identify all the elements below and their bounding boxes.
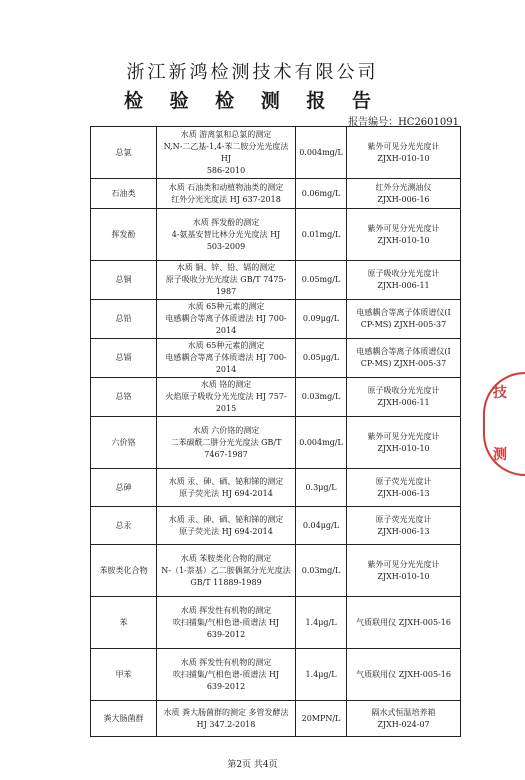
instrument: [347, 469, 461, 507]
instrument-line: ZJXH-006-16: [377, 194, 430, 204]
test-method-line: 503-2009: [206, 241, 246, 251]
detection-limit: 0.05μg/L: [296, 339, 347, 378]
instrument-line: ZJXH-006-13: [377, 488, 430, 498]
instrument: [347, 597, 461, 649]
test-method-line: GB/T 11889-1989: [190, 577, 262, 587]
instrument-line: CP-MS) ZJXH-005-37: [360, 320, 447, 329]
detection-limit: 0.004mg/L: [296, 417, 347, 469]
test-methods-table: [90, 126, 461, 737]
instrument-line: 电感耦合等离子体质谱仪(I: [356, 308, 451, 317]
test-method-line: 水质 粪大肠菌群的测定 多管发酵法: [163, 707, 289, 717]
test-method: [157, 339, 296, 378]
instrument: [347, 261, 461, 300]
detection-limit: 0.06mg/L: [296, 179, 347, 209]
test-method-line: 水质 游离氯和总氯的测定: [180, 129, 272, 139]
instrument-line: ZJXH-006-13: [377, 526, 430, 536]
test-method-line: 原子荧光法 HJ 694-2014: [179, 488, 273, 498]
test-method-line: N,N-二乙基-1,4-苯二胺分光光度法 HJ: [163, 141, 289, 163]
instrument: [347, 545, 461, 597]
instrument-line: 紫外可见分光光度计: [367, 559, 440, 569]
instrument: [347, 300, 461, 339]
test-method-line: 吹扫捕集/气相色谱-质谱法 HJ: [172, 669, 280, 679]
table-row: [91, 179, 461, 209]
test-method-line: 电感耦合等离子体质谱法 HJ 700-2014: [165, 314, 287, 335]
test-method-line: 红外分光光度法 HJ 637-2018: [171, 194, 281, 204]
instrument-line: ZJXH-024-07: [377, 719, 430, 729]
instrument-line: 气质联用仪 ZJXH-005-16: [356, 669, 451, 679]
table-row: [91, 701, 461, 737]
detection-limit: 0.05mg/L: [296, 261, 347, 300]
test-method-line: 4-氨基安替比林分光光度法 HJ: [171, 229, 281, 239]
instrument: [347, 339, 461, 378]
instrument: [347, 417, 461, 469]
test-method: [157, 469, 296, 507]
instrument: [347, 179, 461, 209]
test-method: [157, 597, 296, 649]
instrument-line: ZJXH-010-10: [377, 443, 430, 453]
test-item: 总氯: [91, 127, 157, 179]
detection-limit: 0.03mg/L: [296, 545, 347, 597]
test-method-line: 二苯碳酰二肼分光光度法 GB/T: [170, 437, 282, 447]
company-name: 浙江新鸿检测技术有限公司: [126, 62, 379, 83]
test-method-line: 水质 65种元素的测定: [187, 341, 265, 350]
test-item: 挥发酚: [91, 209, 157, 261]
test-method-line: 吹扫捕集/气相色谱-质谱法 HJ: [172, 617, 280, 627]
instrument-line: 原子荧光光度计: [375, 514, 432, 524]
instrument-line: ZJXH-010-10: [377, 235, 430, 245]
table-row: [91, 417, 461, 469]
report-title: 检 验 检 测 报 告: [123, 90, 382, 112]
test-method-line: 原子吸收分光光度法 GB/T 7475-1987: [165, 275, 287, 296]
instrument-line: ZJXH-010-10: [377, 153, 430, 163]
detection-limit: 20MPN/L: [296, 701, 347, 737]
test-item: 六价铬: [91, 417, 157, 469]
test-item: 粪大肠菌群: [91, 701, 157, 737]
detection-limit: 0.03mg/L: [296, 378, 347, 417]
test-method-line: 水质 石油类和动植物油类的测定: [168, 182, 284, 192]
instrument-line: ZJXH-006-11: [377, 281, 430, 290]
table-row: [91, 209, 461, 261]
detection-limit: 0.09μg/L: [296, 300, 347, 339]
test-method: [157, 378, 296, 417]
instrument: [347, 649, 461, 701]
detection-limit: 0.004mg/L: [296, 127, 347, 179]
instrument-line: 红外分光测油仪: [375, 182, 432, 192]
red-seal-stamp: [483, 372, 525, 476]
detection-limit: 1.4μg/L: [296, 649, 347, 701]
test-method: [157, 649, 296, 701]
instrument-line: CP-MS) ZJXH-005-37: [360, 359, 447, 368]
test-method-line: 水质 挥发性有机物的测定: [180, 657, 272, 667]
test-item: 总砷: [91, 469, 157, 507]
instrument-line: 紫外可见分光光度计: [367, 223, 440, 233]
instrument-line: 紫外可见分光光度计: [367, 431, 440, 441]
detection-limit: 0.3μg/L: [296, 469, 347, 507]
instrument-line: ZJXH-006-11: [377, 398, 430, 407]
instrument-line: 电感耦合等离子体质谱仪(I: [356, 347, 451, 356]
test-item: 总汞: [91, 507, 157, 545]
detection-limit: 1.4μg/L: [296, 597, 347, 649]
test-method-line: 水质 铬的测定: [200, 380, 252, 389]
instrument-line: 原子吸收分光光度计: [367, 269, 440, 278]
test-method-line: 水质 汞、砷、硒、铋和锑的测定: [168, 476, 284, 486]
test-item: 总铅: [91, 300, 157, 339]
test-item: 石油类: [91, 179, 157, 209]
test-item: 总铬: [91, 378, 157, 417]
table-row: [91, 339, 461, 378]
page-footer: 第2页 共4页: [227, 760, 278, 770]
test-item: 总镉: [91, 339, 157, 378]
test-method-line: 火焰原子吸收分光光度法 HJ 757-2015: [165, 392, 287, 413]
table-row: [91, 597, 461, 649]
table-row: [91, 649, 461, 701]
instrument-line: ZJXH-010-10: [377, 571, 430, 581]
test-method-line: 电感耦合等离子体质谱法 HJ 700-2014: [165, 353, 287, 374]
instrument: [347, 378, 461, 417]
test-item: 苯: [91, 597, 157, 649]
test-method: [157, 261, 296, 300]
detection-limit: 0.01mg/L: [296, 209, 347, 261]
table-row: [91, 127, 461, 179]
instrument: [347, 127, 461, 179]
test-method-line: 水质 65种元素的测定: [187, 302, 265, 311]
instrument-line: 隔水式恒温培养箱: [371, 707, 436, 717]
test-method: [157, 127, 296, 179]
test-method-line: 原子荧光法 HJ 694-2014: [179, 526, 273, 536]
test-method-line: 水质 挥发性有机物的测定: [180, 605, 272, 615]
test-method-line: 水质 铜、锌、铅、镉的测定: [176, 263, 276, 272]
instrument-line: 原子荧光光度计: [375, 476, 432, 486]
table-row: [91, 545, 461, 597]
stamp-char-1: 技: [493, 385, 507, 401]
test-method-line: 水质 汞、砷、硒、铋和锑的测定: [168, 514, 284, 524]
instrument-line: 紫外可见分光光度计: [367, 141, 440, 151]
instrument-line: 原子吸收分光光度计: [367, 386, 440, 395]
test-method-line: 639-2012: [206, 629, 246, 639]
instrument: [347, 209, 461, 261]
test-method-line: HJ 347.2-2018: [196, 719, 256, 729]
report-number: 报告编号：HC2601091: [348, 117, 459, 128]
test-method: [157, 701, 296, 737]
test-method: [157, 179, 296, 209]
detection-limit: 0.04μg/L: [296, 507, 347, 545]
test-method-line: 水质 挥发酚的测定: [192, 217, 260, 227]
test-method: [157, 417, 296, 469]
test-method: [157, 545, 296, 597]
test-method-line: 水质 苯胺类化合物的测定: [180, 553, 272, 563]
table-row: [91, 261, 461, 300]
test-method-line: 7467-1987: [204, 449, 248, 459]
test-method-line: 水质 六价铬的测定: [192, 425, 260, 435]
test-method-line: 586-2010: [206, 165, 246, 175]
test-method: [157, 507, 296, 545]
test-item: 总铜: [91, 261, 157, 300]
test-method-line: N-（1-萘基）乙二胺偶氮分光光度法: [161, 565, 291, 575]
table-row: [91, 300, 461, 339]
stamp-char-2: 测: [493, 447, 507, 463]
instrument: [347, 507, 461, 545]
instrument: [347, 701, 461, 737]
test-item: 甲苯: [91, 649, 157, 701]
test-item: 苯胺类化合物: [91, 545, 157, 597]
test-method-line: 639-2012: [206, 681, 246, 691]
table-row: [91, 507, 461, 545]
table-row: [91, 469, 461, 507]
test-method: [157, 209, 296, 261]
instrument-line: 气质联用仪 ZJXH-005-16: [356, 617, 451, 627]
table-row: [91, 378, 461, 417]
test-method: [157, 300, 296, 339]
